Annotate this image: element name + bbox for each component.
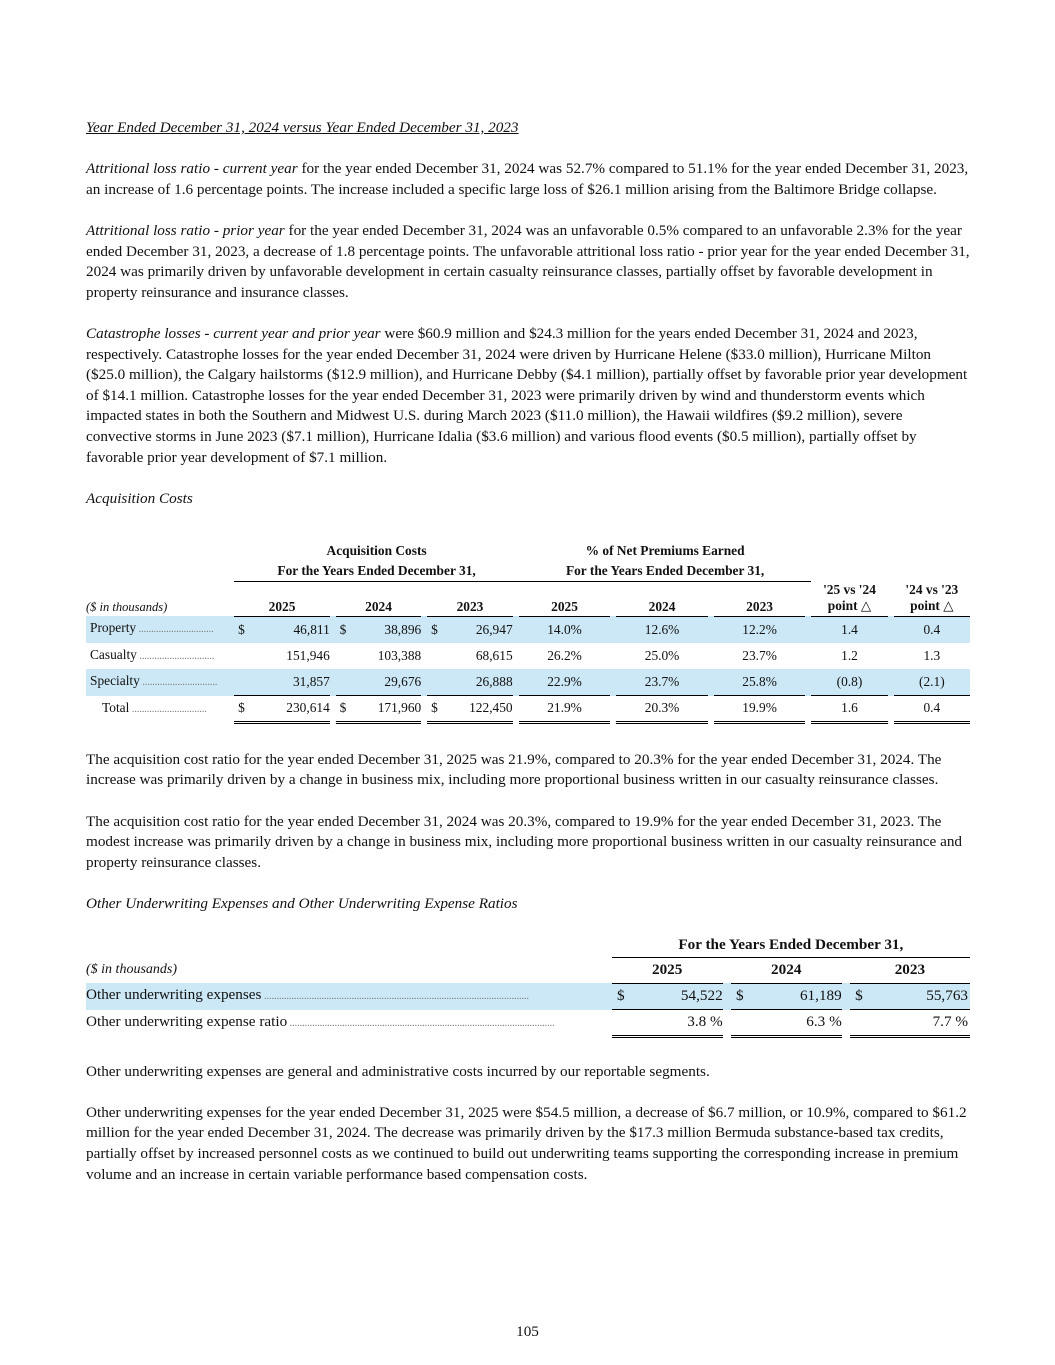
ou-expenses-2025-dollar: $ [612, 983, 630, 1010]
ou-row-expenses-label: Other underwriting expenses [86, 986, 262, 1004]
acq-delta-24-23: 1.3 [923, 647, 941, 663]
acq-value-2024: 103,388 [377, 647, 422, 663]
acq-delta-24-23: 0.4 [894, 616, 970, 643]
attritional-prior-paragraph [86, 221, 970, 303]
ou-group-title: For the Years Ended December 31, [612, 933, 970, 958]
acq-delta-25-24: 1.2 [841, 647, 858, 663]
ou-row-expenses [86, 983, 970, 1010]
acq-delta2-line2: point △ [910, 597, 954, 613]
ou-col-2025: 2025 [612, 958, 723, 984]
page-number: 105 [516, 1323, 539, 1340]
ou-paragraph-2: Other underwriting expenses for the year ended December 31, 2025 were $54.5 million, a decrease of $6.7 million, or 10.9%, compared to $61.2 million for the year ended December 31, 2024. The decrease was primarily driven by the $17.3 million Bermuda substance-based tax credits, partially offset by increased personnel costs as we continued to build out underwriting teams supporting the corresponding increase in premium volume and an increase in certain variable performance based compensation costs. [86, 1103, 967, 1183]
acq-group2-subtitle: For the Years Ended December 31, [519, 561, 812, 582]
acq-group1-title: Acquisition Costs [326, 543, 427, 559]
other-underwriting-table [86, 933, 970, 1038]
ou-ratio-2024-cell [749, 1010, 842, 1037]
acq-row-label: Total [102, 699, 130, 715]
acq-value-2023: 26,947 [442, 616, 513, 643]
acq-value-2024: 171,960 [350, 696, 421, 723]
acq-pct-2025: 14.0% [519, 616, 610, 643]
ou-ratio-2023-cell [868, 1010, 970, 1037]
acq-pct-2023: 19.9% [714, 696, 805, 723]
acq-paragraph-2: The acquisition cost ratio for the year ended December 31, 2024 was 20.3%, compared to 19.9% for the year ended December 31, 2023. The modest increase was primarily driven by a change in business mix, including more proportional business written in our casualty reinsurance and property reinsurance classes. [86, 812, 963, 871]
ou-ratio-2024: 6.3 [806, 1013, 826, 1031]
ou-expenses-2023-dollar: $ [850, 983, 868, 1010]
ou-col-2024: 2024 [731, 958, 842, 984]
acq-value-2024: 29,676 [350, 669, 421, 696]
ou-row-ratio-leader: .......................................................................................................... [287, 1017, 555, 1029]
acq-group2-title: % of Net Premiums Earned [585, 543, 745, 559]
acq-2023-dollar: $ [427, 616, 441, 643]
acq-col-2025: 2025 [234, 582, 329, 617]
acq-col-2023: 2023 [427, 582, 512, 617]
ou-ratio-2025-pct: % [710, 1013, 723, 1031]
acq-row-label-cell [86, 616, 230, 643]
acq-pct-2025: 26.2% [547, 647, 582, 663]
acq-2025-dollar: $ [234, 696, 248, 723]
acq-row-specialty [86, 669, 970, 696]
acq-table-body [86, 616, 970, 722]
acq-2023-dollar: $ [427, 696, 441, 723]
acq-value-2025: 31,857 [249, 669, 330, 696]
acq-value-2025: 151,946 [286, 647, 330, 663]
catastrophe-paragraph [86, 324, 970, 468]
acq-row-property [86, 616, 970, 643]
acq-group1-subtitle: For the Years Ended December 31, [234, 561, 519, 582]
acq-col-2024: 2024 [336, 582, 421, 617]
acq-pct-2023: 12.2% [714, 616, 805, 643]
other-underwriting-heading: Other Underwriting Expenses and Other Underwriting Expense Ratios [86, 894, 518, 912]
acq-pct-2025: 22.9% [519, 669, 610, 696]
acq-delta1-header [811, 582, 887, 617]
ou-paragraph-1: Other underwriting expenses are general and administrative costs incurred by our reportable segments. [86, 1062, 710, 1080]
ou-expenses-2025: 54,522 [630, 983, 723, 1010]
acq-delta2-line1: '24 vs '23 [905, 581, 959, 597]
acq-value-2025: 230,614 [249, 696, 330, 723]
ou-ratio-2023: 7.7 [932, 1013, 952, 1031]
acq-row-label: Specialty [90, 673, 140, 689]
acq-delta-25-24: (0.8) [811, 669, 887, 696]
acq-row-leader: .............................. [139, 677, 218, 689]
acq-row-label-cell [86, 643, 230, 670]
document-page [86, 118, 970, 1185]
acq-value-2023: 122,450 [442, 696, 513, 723]
acq-value-2024: 38,896 [350, 616, 421, 643]
acq-delta1-line1: '25 vs '24 [823, 581, 876, 597]
acq-delta1-line2: point △ [827, 597, 872, 613]
acq-2024-dollar: $ [336, 696, 350, 723]
ou-row-expenses-label-cell [86, 983, 605, 1010]
acq-delta-25-24: 1.6 [811, 696, 887, 723]
acq-row-total [86, 696, 970, 723]
acq-pct-2024: 20.3% [616, 696, 707, 723]
acq-row-casualty [86, 643, 970, 670]
ou-ratio-2023-pct: % [955, 1013, 968, 1031]
acq-2024-dollar: $ [336, 616, 350, 643]
acquisition-costs-table [86, 541, 970, 724]
acq-row-leader: .............................. [136, 624, 214, 636]
acq-value-2023: 68,615 [475, 647, 513, 663]
attritional-prior-lead: Attritional loss ratio - prior year [86, 221, 285, 239]
acq-delta-25-24: 1.4 [811, 616, 887, 643]
attritional-current-text: for the year ended December 31, 2024 was 52.7% compared to 51.1% for the year ended December 31, 2023, an increase of 1.6 percentage points. The increase included a specific large loss of $26.1 million arising from the Baltimore Bridge collapse. [86, 160, 969, 198]
acq-delta-24-23: (2.1) [894, 669, 970, 696]
acq-value-2025: 46,811 [249, 616, 330, 643]
section-heading: Year Ended December 31, 2024 versus Year Ended December 31, 2023 [86, 119, 519, 136]
ou-unit-label: ($ in thousands) [86, 962, 177, 978]
acq-value-2023: 26,888 [442, 669, 513, 696]
acq-pct-2025: 2025 [519, 582, 610, 617]
acq-row-label-cell [86, 669, 230, 696]
attritional-prior-text: for the year ended December 31, 2024 was an unfavorable 0.5% compared to an unfavorable 2.3% for the year ended December 31, 2023, a decrease of 1.8 percentage points. The unfavorable attritional loss ratio - prior year for the year ended December 31, 2024 was primarily driven by unfavorable development in certain casualty reinsurance classes, partially offset by favorable development in property reinsurance and insurance classes. [86, 221, 970, 301]
ou-row-ratio [86, 1010, 970, 1037]
ou-row-expenses-leader: .......................................................................................................... [261, 991, 529, 1003]
ou-expenses-2023: 55,763 [868, 983, 970, 1010]
acq-pct-2024: 23.7% [616, 669, 707, 696]
attritional-current-lead: Attritional loss ratio - current year [86, 160, 298, 178]
acquisition-costs-heading: Acquisition Costs [86, 489, 193, 507]
acq-row-label-cell [86, 696, 230, 723]
acq-pct-2024: 12.6% [616, 616, 707, 643]
ou-row-ratio-label-cell [86, 1010, 605, 1037]
acq-delta-24-23: 0.4 [894, 696, 970, 723]
acq-delta2-header [894, 582, 970, 617]
acq-row-leader: .............................. [136, 650, 215, 662]
ou-row-ratio-label: Other underwriting expense ratio [86, 1012, 288, 1030]
acq-row-label: Property [90, 620, 137, 636]
acq-unit-label: ($ in thousands) [86, 600, 168, 615]
ou-expenses-2024-dollar: $ [731, 983, 749, 1010]
acq-pct-2023: 23.7% [742, 647, 777, 663]
acq-pct-2024: 25.0% [644, 647, 680, 663]
ou-ratio-2025-cell [630, 1010, 723, 1037]
ou-ratio-2024-pct: % [829, 1013, 842, 1031]
catastrophe-lead: Catastrophe losses - current year and prior year [86, 324, 381, 342]
ou-expenses-2024: 61,189 [749, 983, 842, 1010]
ou-col-2023: 2023 [850, 958, 970, 984]
acq-pct-2023: 2023 [714, 582, 805, 617]
acq-pct-2023: 25.8% [714, 669, 805, 696]
acq-paragraph-1: The acquisition cost ratio for the year ended December 31, 2025 was 21.9%, compared to 20.3% for the year ended December 31, 2024. The increase was primarily driven by a change in business mix, including more proportional business written in our casualty reinsurance classes. [86, 750, 942, 789]
acq-pct-2024: 2024 [616, 582, 707, 617]
catastrophe-text: were $60.9 million and $24.3 million for the years ended December 31, 2024 and 2023, respectively. Catastrophe losses for the year ended December 31, 2024 were driven by Hurricane Helene ($33.0 million), Hurricane Milton ($25.0 million), the Calgary hailstorms ($12.9 million), and Hurricane Debby ($4.1 million), partially offset by favorable prior year development of $14.1 million. Catastrophe losses for the year ended December 31, 2023 were primarily driven by wind and thunderstorm events which impacted states in both the Southern and Midwest U.S. during March 2023 ($11.0 million), the Hawaii wildfires ($9.2 million), severe convective storms in June 2023 ($7.1 million), Hurricane Idalia ($3.6 million) and various flood events ($0.5 million), partially offset by favorable prior year development of $7.1 million. [86, 324, 968, 466]
acq-pct-2025: 21.9% [519, 696, 610, 723]
ou-ratio-2025: 3.8 [687, 1013, 707, 1031]
attritional-current-paragraph [86, 159, 970, 200]
acq-row-leader: .............................. [129, 703, 207, 715]
acq-2025-dollar: $ [234, 616, 248, 643]
acq-row-label: Casualty [90, 646, 137, 662]
